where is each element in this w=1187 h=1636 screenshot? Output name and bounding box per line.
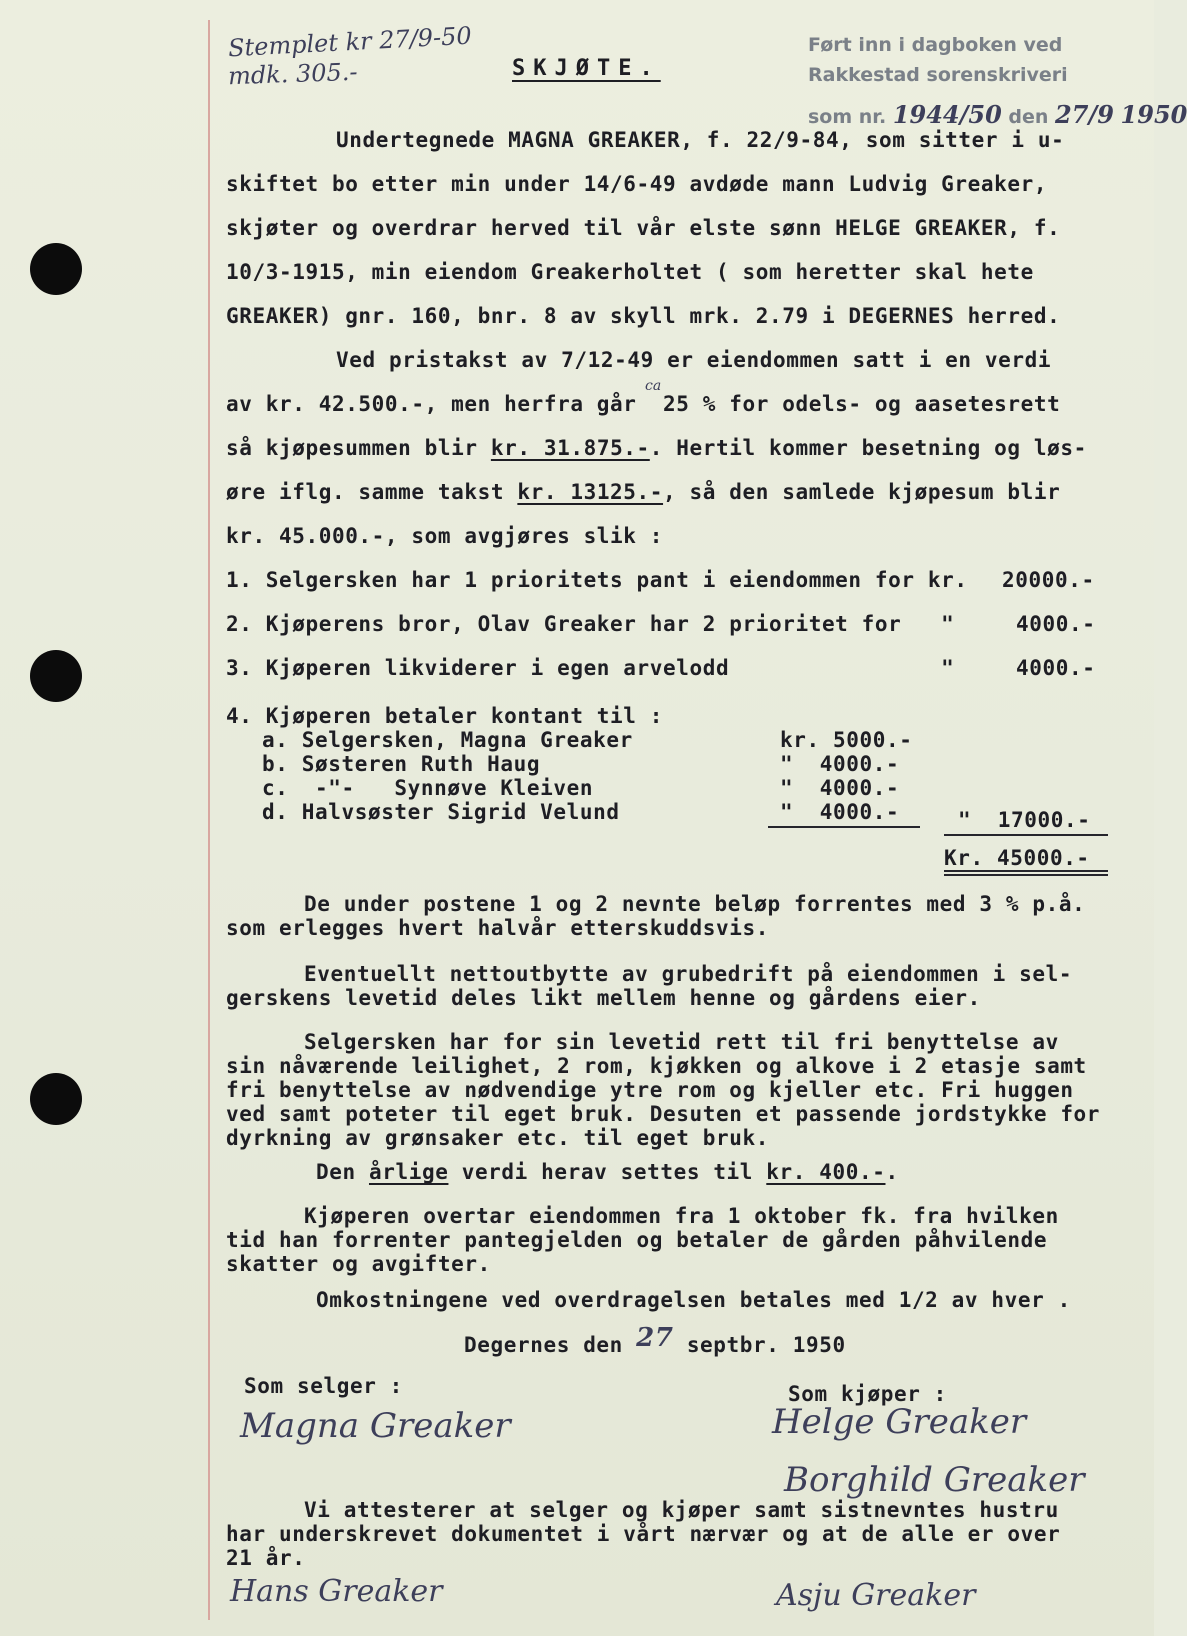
text-span: verdi herav settes til [448,1160,767,1184]
registry-date-word: den [1008,106,1049,128]
punch-hole [30,1073,82,1125]
place: Degernes den [464,1333,623,1357]
item-2: 2. Kjøperens bror, Olav Greaker har 2 prioritet for " [226,612,955,636]
registry-stamp-line3 [808,100,1187,129]
seller-signature: Magna Greaker [240,1406,511,1446]
registry-prefix: som nr. [808,106,887,128]
text-line: sin nåværende leilighet, 2 rom, kjøkken og alkove i 2 etasje samt [226,1054,1087,1078]
item-4b: b. Søsteren Ruth Haug [262,752,541,776]
text-line: fri benyttelse av nødvendige ytre rom og kjeller etc. Fri huggen [226,1078,1074,1102]
text-span: . Hertil kommer besetning og løs- [649,436,1087,460]
registry-stamp-line1: Ført inn i dagboken ved [808,34,1063,56]
text-line: Selgersken har for sin levetid rett til fri benyttelse av [304,1030,1059,1054]
punch-hole [30,243,82,295]
document-title: SKJØTE. [512,56,661,81]
item-4d: d. Halvsøster Sigrid Velund [262,800,620,824]
stamp-fee-amount: mdk. 305.- [227,57,358,91]
item-4c-amount: " 4000.- [780,776,900,800]
item-4-head: 4. Kjøperen betaler kontant til : [226,704,664,728]
seller-label: Som selger : [244,1374,403,1398]
registry-stamp-line2: Rakkestad sorenskriveri [808,64,1068,86]
text-line: Vi attesterer at selger og kjøper samt sistnevntes hustru [304,1498,1059,1522]
text-line: Eventuellt nettoutbytte av grubedrift på eiendommen i sel- [304,962,1073,986]
item-4b-amount: " 4000.- [780,752,900,776]
sum-rule [768,826,920,828]
text-line: skatter og avgifter. [226,1252,491,1276]
stamp-fee-note: Stemplet kr 27/9-50 [227,21,473,63]
yearly-value: kr. 400.- [766,1160,886,1184]
text-span: øre iflg. samme takst [226,480,518,504]
handwritten-day: 27 [636,1323,674,1353]
total-rule [944,874,1108,876]
text-line: GREAKER) gnr. 160, bnr. 8 av skyll mrk. 2.79 i DEGERNES herred. [226,304,1061,328]
item-3: 3. Kjøperen likviderer i egen arvelodd " [226,656,955,680]
text-line: Ved pristakst av 7/12-49 er eiendommen satt i en verdi [336,348,1052,372]
text-line: av kr. 42.500.-, men herfra går 25 % for odels- og aasetesrett [226,392,1061,416]
item-4a: a. Selgersken, Magna Greaker [262,728,633,752]
total-rule [944,870,1108,872]
punch-hole [30,650,82,702]
text-line [226,480,1060,504]
total-amount: Kr. 45000.- [944,846,1090,870]
text-span: så kjøpesummen blir [226,436,491,460]
text-line: De under postene 1 og 2 nevnte beløp forrentes med 3 % p.å. [304,892,1086,916]
text-line: tid han forrenter pantegjelden og betaler de gården påhvilende [226,1228,1048,1252]
sum-rule [944,834,1108,836]
text-line: skjøter og overdrar herved til vår elste sønn HELGE GREAKER, f. [226,216,1061,240]
yearly-word: årlige [368,1160,449,1184]
buyer-label: Som kjøper : [788,1382,947,1406]
text-line: som erlegges hvert halvår etterskuddsvis. [226,916,769,940]
place-date [464,1323,846,1357]
month-year: septbr. 1950 [686,1333,846,1357]
text-line [226,436,1087,460]
text-line: Omkostningene ved overdragelsen betales med 1/2 av hver . [316,1288,1071,1312]
item-1-amount: 20000.- [1002,568,1095,592]
item-2-amount: 4000.- [1016,612,1096,636]
registry-number: 1944/50 [892,100,1002,129]
text-span: Den [316,1160,369,1184]
text-line: skiftet bo etter min under 14/6-49 avdøde mann Ludvig Greaker, [226,172,1048,196]
purchase-sum: kr. 31.875.- [490,436,650,460]
buyer-signature: Helge Greaker [772,1402,1027,1442]
item-4c: c. -"- Synnøve Kleiven [262,776,594,800]
item-4a-amount: kr. 5000.- [780,728,913,752]
text-span: . [885,1160,899,1184]
text-line: 21 år. [226,1546,306,1570]
item-3-amount: 4000.- [1016,656,1096,680]
item-4d-amount: " 4000.- [780,800,900,824]
text-line: Kjøperen overtar eiendommen fra 1 oktober fk. fra hvilken [304,1204,1059,1228]
registry-date: 27/9 [1055,100,1114,129]
text-line: 10/3-1915, min eiendom Greakerholtet ( som heretter skal hete [226,260,1034,284]
text-line: dyrkning av grønsaker etc. til eget bruk. [226,1126,769,1150]
text-line: kr. 45.000.-, som avgjøres slik : [226,524,664,548]
text-line [316,1160,899,1184]
handwritten-ca: ca [645,378,662,394]
text-line: har underskrevet dokumentet i vårt nærvær og at de alle er over [226,1522,1061,1546]
wife-signature: Borghild Greaker [784,1460,1085,1500]
movables-sum: kr. 13125.- [517,480,664,504]
item-4-subtotal: " 17000.- [958,808,1091,832]
text-line: Undertegnede MAGNA GREAKER, f. 22/9-84, som sitter i u- [336,128,1065,152]
margin-line [208,20,210,1620]
item-1: 1. Selgersken har 1 prioritets pant i eiendommen for kr. [226,568,968,592]
text-span: , så den samlede kjøpesum blir [663,480,1061,504]
text-line: gerskens levetid deles likt mellem henne og gårdens eier. [226,986,981,1010]
registry-year: 1950 [1120,100,1187,129]
text-line: ved samt poteter til eget bruk. Desuten et passende jordstykke for [226,1102,1101,1126]
witness-signature: Asju Greaker [776,1578,976,1613]
witness-signature: Hans Greaker [230,1574,443,1609]
